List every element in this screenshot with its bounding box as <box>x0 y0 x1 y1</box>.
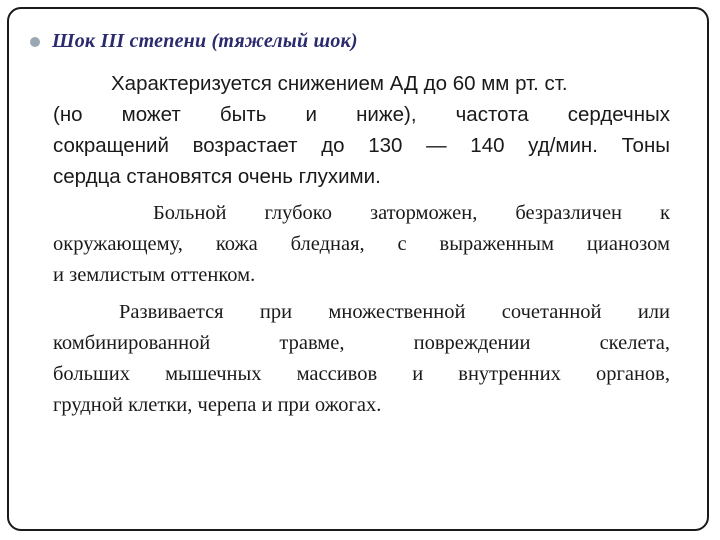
slide-heading <box>30 30 358 53</box>
slide-body <box>53 68 670 421</box>
text-line: (но может быть и ниже), частота сердечных <box>53 103 670 126</box>
heading-text: Шок III степени (тяжелый шок) <box>52 30 358 52</box>
text-line: Больной глубоко заторможен, безразличен к <box>153 202 670 224</box>
text-line: и землистым оттенком. <box>53 264 256 286</box>
text-line: грудной клетки, черепа и при ожогах. <box>53 394 382 416</box>
text-line: больших мышечных массивов и внутренних органов, <box>53 363 670 385</box>
paragraph-causes <box>53 297 670 421</box>
round-bullet-icon <box>30 37 40 47</box>
text-line: комбинированной травме, повреждении скелета, <box>53 332 670 354</box>
text-line: сокращений возрастает до 130 — 140 уд/мин. Тоны <box>53 134 670 157</box>
text-line: Развивается при множественной сочетанной или <box>119 301 670 323</box>
paragraph-patient-state <box>53 198 670 291</box>
text-line: сердца становятся очень глухими. <box>53 165 381 188</box>
text-line: окружающему, кожа бледная, с выраженным цианозом <box>53 233 670 255</box>
text-line: Характеризуется снижением АД до 60 мм рт. ст. <box>111 72 568 95</box>
paragraph-symptoms <box>53 68 670 192</box>
